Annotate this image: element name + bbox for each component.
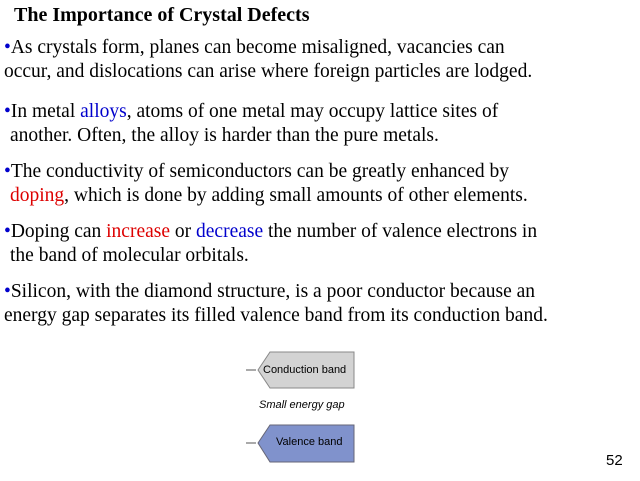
text: The conductivity of semiconductors can be greatly enhanced by xyxy=(10,161,509,182)
text: or xyxy=(170,221,197,242)
paragraph-valence-electrons xyxy=(4,220,640,268)
text: occur, and dislocations can arise where foreign particles are lodged. xyxy=(4,61,533,82)
text: In metal xyxy=(10,101,81,122)
line xyxy=(4,280,640,304)
text: another. Often, the alloy is harder than the pure metals. xyxy=(10,125,439,146)
text: Silicon, with the diamond structure, is a poor conductor because an xyxy=(10,281,536,302)
text: Doping can xyxy=(10,221,107,242)
text: energy gap separates its filled valence band from its conduction band. xyxy=(4,305,548,326)
highlight-increase: increase xyxy=(106,221,171,242)
bullet: • xyxy=(4,161,11,182)
line xyxy=(4,124,640,148)
line xyxy=(4,184,640,208)
text: the number of valence electrons in xyxy=(263,221,538,242)
bullet: • xyxy=(4,281,11,302)
slide-title: The Importance of Crystal Defects xyxy=(14,4,310,26)
paragraph-doping xyxy=(4,160,640,208)
bullet: • xyxy=(4,101,11,122)
page-number: 52 xyxy=(606,452,623,469)
highlight-doping: doping xyxy=(10,185,65,206)
line xyxy=(4,220,640,244)
highlight-decrease: decrease xyxy=(196,221,264,242)
energy-gap-label: Small energy gap xyxy=(259,399,345,411)
highlight-alloys: alloys xyxy=(80,101,127,122)
valence-band-label: Valence band xyxy=(276,436,343,448)
bullet: • xyxy=(4,37,11,58)
line xyxy=(4,160,640,184)
line xyxy=(4,36,640,60)
text: the band of molecular orbitals. xyxy=(10,245,249,266)
text: As crystals form, planes can become misaligned, vacancies can xyxy=(10,37,505,58)
paragraph-alloys xyxy=(4,100,640,148)
bullet: • xyxy=(4,221,11,242)
paragraph-crystal-formation xyxy=(4,36,640,84)
line xyxy=(4,304,640,328)
line xyxy=(4,244,640,268)
text: , which is done by adding small amounts of other elements. xyxy=(64,185,528,206)
text: , atoms of one metal may occupy lattice sites of xyxy=(126,101,499,122)
line xyxy=(4,100,640,124)
paragraph-silicon xyxy=(4,280,640,328)
conduction-band-label: Conduction band xyxy=(263,364,347,376)
line xyxy=(4,60,640,84)
